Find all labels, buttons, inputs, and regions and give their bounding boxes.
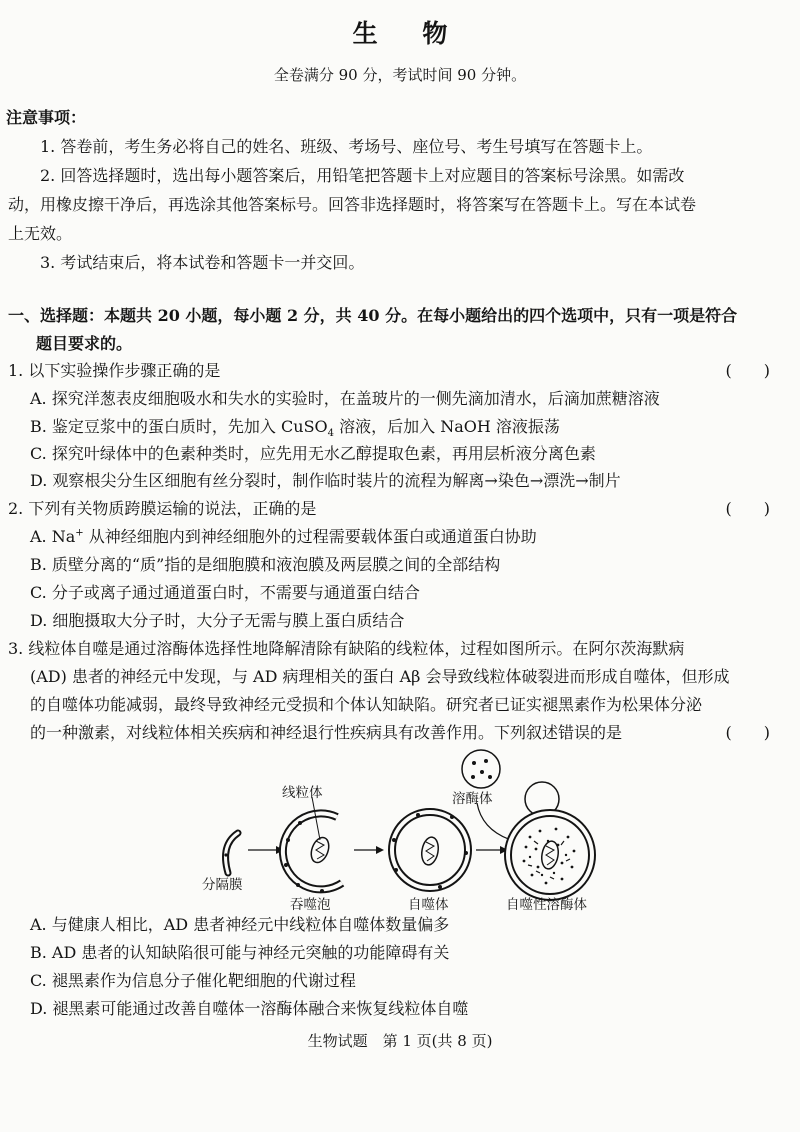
exam-info: 全卷满分 90 分，考试时间 90 分钟。	[273, 66, 527, 84]
q1-stem: 1. 以下实验操作步骤正确的是	[8, 361, 221, 380]
mitophagy-diagram	[190, 745, 610, 915]
q3-option-a: A. 与健康人相比，AD 患者神经元中线粒体自噬体数量偏多	[30, 915, 450, 934]
autolysosome-shape	[508, 782, 592, 897]
label-isolation-membrane: 分隔膜	[202, 877, 243, 893]
page-title: 生 物	[352, 19, 466, 48]
q2-answer-paren: ( )	[725, 499, 770, 518]
notice-item-2-line-2: 动，用橡皮擦干净后，再选涂其他答案标号。回答非选择题时，将答案写在答题卡上。写在本试卷	[8, 195, 697, 214]
page-footer: 生物试题 第 1 页(共 8 页)	[307, 1032, 493, 1050]
q2-option-a: A. Na+ 从神经细胞内到神经细胞外的过程需要载体蛋白或通道蛋白协助	[30, 527, 537, 546]
q3-stem-line-3: 的自噬体功能减弱，最终导致神经元受损和个体认知缺陷。研究者已证实褪黑素作为松果体分泌	[30, 695, 703, 714]
label-autophagosome: 自噬体	[408, 897, 449, 913]
q1-option-a: A. 探究洋葱表皮细胞吸水和失水的实验时，在盖玻片的一侧先滴加清水，后滴加蔗糖溶液	[30, 389, 660, 408]
q3-stem-line-2: (AD) 患者的神经元中发现，与 AD 病理相关的蛋白 Aβ 会导致线粒体破裂进而形成自噬体，但形成	[30, 667, 730, 686]
q1-answer-paren: ( )	[725, 361, 770, 380]
arrow-1	[248, 846, 284, 854]
q1-option-c: C. 探究叶绿体中的色素种类时，应先用无水乙醇提取色素，再用层析液分离色素	[30, 444, 596, 463]
notice-heading: 注意事项：	[6, 108, 87, 127]
notice-item-2-line-1: 2. 回答选择题时，选出每小题答案后，用铅笔把答题卡上对应题目的答案标号涂黑。如需改	[40, 166, 685, 185]
notice-item-3: 3. 考试结束后，将本试卷和答题卡一并交回。	[40, 253, 365, 272]
q2-option-b: B. 质壁分离的“质”指的是细胞膜和液泡膜及两层膜之间的全部结构	[30, 555, 501, 574]
q3-option-d: D. 褪黑素可能通过改善自噬体一溶酶体融合来恢复线粒体自噬	[30, 999, 469, 1018]
isolation-membrane-shape	[224, 833, 238, 873]
autophagosome-shape	[392, 812, 468, 889]
q2-option-d: D. 细胞摄取大分子时，大分子无需与膜上蛋白质结合	[30, 611, 405, 630]
phagophore-shape	[283, 813, 342, 893]
q2-stem: 2. 下列有关物质跨膜运输的说法，正确的是	[8, 499, 317, 518]
q1-option-d: D. 观察根尖分生区细胞有丝分裂时，制作临时装片的流程为解离→染色→漂洗→制片	[30, 471, 621, 490]
arrow-2	[354, 846, 384, 854]
label-phagophore: 吞噬泡	[290, 897, 331, 913]
lysosome-shape	[462, 750, 500, 788]
q3-option-b: B. AD 患者的认知缺陷很可能与神经元突触的功能障碍有关	[30, 943, 450, 962]
section-heading-line-1: 一、选择题：本题共 20 小题，每小题 2 分，共 40 分。在每小题给出的四个选项中，只有一项是符合	[8, 306, 738, 325]
notice-item-2-line-3: 上无效。	[8, 224, 73, 243]
label-autolysosome: 自噬性溶酶体	[506, 897, 587, 913]
label-lysosome: 溶酶体	[452, 791, 493, 807]
arrow-3	[476, 846, 508, 854]
section-heading-line-2: 题目要求的。	[36, 334, 133, 353]
notice-item-1: 1. 答卷前，考生务必将自己的姓名、班级、考场号、座位号、考生号填写在答题卡上。	[40, 137, 653, 156]
label-mitochondrion: 线粒体	[282, 785, 323, 801]
q3-stem-line-1: 3. 线粒体自噬是通过溶酶体选择性地降解清除有缺陷的线粒体，过程如图所示。在阿尔茨海默病	[8, 639, 685, 658]
q3-stem-line-4: 的一种激素，对线粒体相关疾病和神经退行性疾病具有改善作用。下列叙述错误的是	[30, 723, 623, 742]
q3-option-c: C. 褪黑素作为信息分子催化靶细胞的代谢过程	[30, 971, 356, 990]
q2-option-c: C. 分子或离子通过通道蛋白时，不需要与通道蛋白结合	[30, 583, 420, 602]
q1-option-b: B. 鉴定豆浆中的蛋白质时，先加入 CuSO$_4$ 溶液，后加入 NaOH 溶液振荡	[30, 417, 560, 440]
mitophagy-diagram-svg	[190, 745, 610, 915]
q3-answer-paren: ( )	[725, 723, 770, 742]
